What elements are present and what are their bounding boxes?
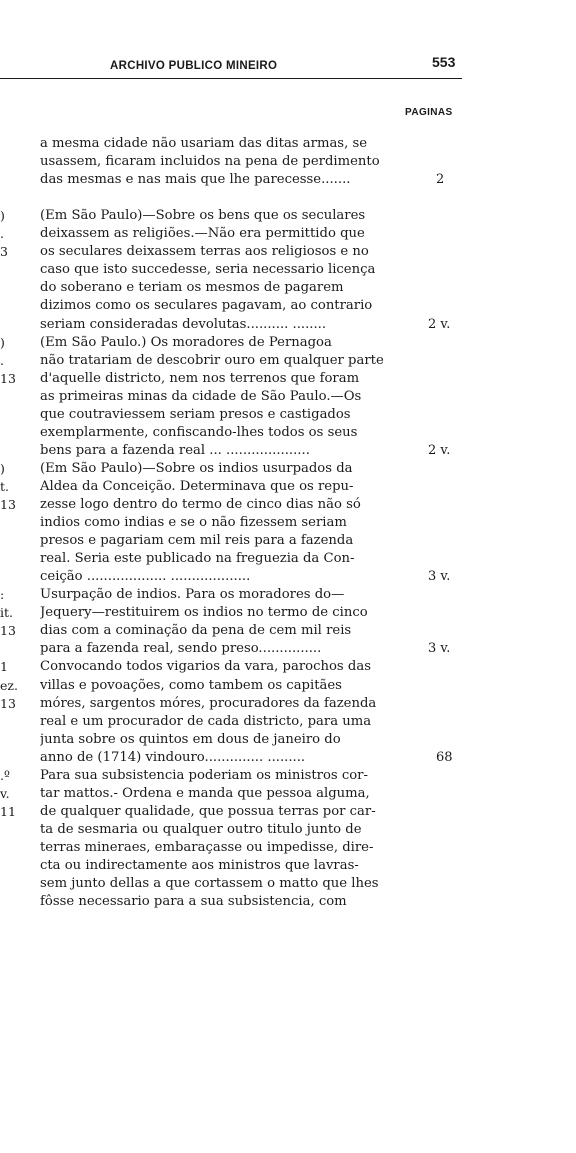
page-reference: 3 v. <box>428 641 451 657</box>
margin-note: ) <box>0 208 5 224</box>
margin-note: ) <box>0 460 5 476</box>
entry-line: as primeiras minas da cidade de São Paulo.—Os <box>40 388 362 404</box>
entry-line: fôsse necessario para a sua subsistencia, com <box>40 894 347 910</box>
entry-line: zesse logo dentro do termo de cinco dias não só <box>40 497 361 512</box>
entry-line: os seculares deixassem terras aos religiosos e no <box>40 244 369 260</box>
entry-line: presos e pagariam cem mil reis para a fazenda <box>40 533 354 549</box>
entry-line: do soberano e teriam os mesmos de pagarem <box>40 280 344 296</box>
entry-line: Jequery—restituirem os indios no termo de cinco <box>40 605 368 621</box>
margin-note: t. <box>0 478 9 494</box>
entry-line: terras mineraes, embaraçasse ou impedisse, dire- <box>40 839 374 855</box>
margin-note: .º <box>0 767 10 783</box>
entry-line: seriam consideradas devolutas.......... ........ <box>40 316 327 332</box>
margin-note: ) <box>0 334 5 350</box>
entry-line: (Em São Paulo)—Sobre os indios usurpados da <box>40 460 353 476</box>
entry-line <box>40 189 395 207</box>
entry-line: móres, sargentos móres, procuradores da fazenda <box>40 695 377 711</box>
entry-line: caso que isto succedesse, seria necessario licença <box>40 262 376 278</box>
entry-line: Usurpação de indios. Para os moradores do— <box>40 587 345 603</box>
entry-line: Para sua subsistencia poderiam os ministros cor- <box>40 767 368 783</box>
entry-line: indios como indias e se o não fizessem seriam <box>40 515 347 531</box>
column-heading-paginas: PAGINAS <box>405 107 453 118</box>
running-head: ARCHIVO PUBLICO MINEIRO <box>110 60 278 72</box>
margin-note: it. <box>0 605 13 621</box>
entry-line: exemplarmente, confiscando-lhes todos os seus <box>40 424 358 440</box>
entry-line: (Em São Paulo.) Os moradores de Pernagoa <box>40 334 332 350</box>
entry-line: Convocando todos vigarios da vara, parochos das <box>40 659 371 675</box>
entry-line: sem junto dellas a que cortassem o matto que lhes <box>40 876 379 892</box>
margin-note: ez. <box>0 677 18 693</box>
entry-line: dias com a cominação da pena de cem mil reis <box>40 623 352 639</box>
entry-line: a mesma cidade não usariam das ditas armas, se <box>40 136 368 151</box>
margin-note: . <box>0 352 4 368</box>
entry-line: usassem, ficaram incluidos na pena de perdimento <box>40 154 380 170</box>
page-reference: 2 v. <box>428 316 451 332</box>
entry-line: ta de sesmaria ou qualquer outro titulo junto de <box>40 821 362 837</box>
entry-line: Aldea da Conceição. Determinava que os repu- <box>40 478 354 494</box>
entry-line: não tratariam de descobrir ouro em qualquer parte <box>40 352 384 368</box>
entry-line: real. Seria este publicado na freguezia da Con- <box>40 551 355 567</box>
page-reference: 68 <box>436 749 453 765</box>
entry-line: de qualquer qualidade, que possua terras por car- <box>40 803 376 819</box>
margin-note: 13 <box>0 497 16 512</box>
entry-line: d'aquelle districto, nem nos terrenos que foram <box>40 370 360 386</box>
entry-line: junta sobre os quintos em dous de janeiro do <box>40 731 341 747</box>
entry-line: deixassem as religiões.—Não era permittido que <box>40 226 365 242</box>
entry-line: (Em São Paulo)—Sobre os bens que os seculares <box>40 208 366 224</box>
entry-line: das mesmas e nas mais que lhe parecesse....... <box>40 172 351 188</box>
margin-note: 3 <box>0 244 8 260</box>
entry-line: dizimos como os seculares pagavam, ao contrario <box>40 298 373 314</box>
margin-note: v. <box>0 785 10 801</box>
entry-line: que coutraviessem seriam presos e castigados <box>40 406 351 422</box>
page-header <box>0 0 576 118</box>
entry-line: bens para a fazenda real ... .................... <box>40 442 310 458</box>
margin-note: 1 <box>0 659 8 675</box>
page-reference: 2 v. <box>428 442 451 458</box>
entry-line: real e um procurador de cada districto, para uma <box>40 713 372 729</box>
entry-line: anno de (1714) vindouro.............. ......... <box>40 749 306 765</box>
margin-note: 13 <box>0 695 16 711</box>
entry-line: tar mattos.- Ordena e manda que pessoa alguma, <box>40 785 370 801</box>
entry-line: ceição ................... ................... <box>40 569 251 585</box>
page-number: 553 <box>432 54 456 70</box>
header-rule <box>0 78 462 79</box>
entry-line: para a fazenda real, sendo preso............... <box>40 641 322 657</box>
entry-line: villas e povoações, como tambem os capitães <box>40 677 342 693</box>
page-reference: 3 v. <box>428 569 451 585</box>
margin-note: 13 <box>0 370 16 386</box>
margin-note: : <box>0 587 5 603</box>
margin-note: . <box>0 226 4 242</box>
page-reference: 2 <box>436 172 445 188</box>
entry-line: cta ou indirectamente aos ministros que lavras- <box>40 858 359 873</box>
margin-note: 13 <box>0 623 16 639</box>
margin-note: 11 <box>0 803 16 819</box>
